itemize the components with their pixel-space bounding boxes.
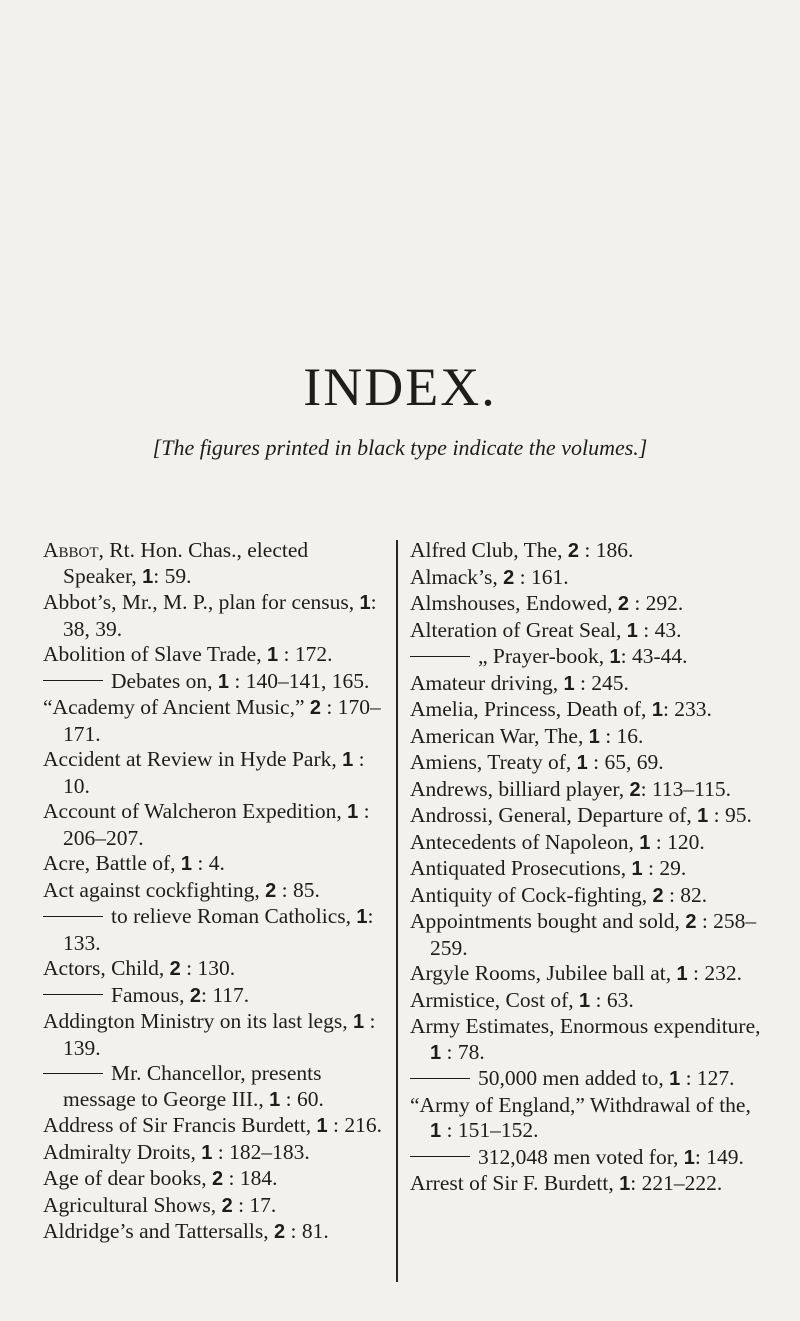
page-reference: : 182–183. [212,1139,310,1164]
page-reference: : 82. [663,882,708,907]
volume-number: 2 [503,566,515,589]
index-entry [410,538,764,565]
entry-text: Amateur driving, [410,670,564,695]
entry-text: Arrest of Sir F. Burdett, [410,1171,620,1195]
page-reference: : 4. [192,851,225,875]
entry-text: Address of Sir Francis Burdett, [43,1113,317,1137]
entry-text: Abolition of Slave Trade, [43,642,267,666]
volume-number: 2 [221,1194,233,1217]
entry-text: Agricultural Shows, [43,1192,222,1217]
index-entry [43,799,383,851]
index-entry [410,618,764,645]
page-reference: : 117. [200,982,250,1007]
index-entry [43,1061,383,1113]
entry-text: „ Prayer-book, [478,644,610,668]
volume-note: [The figures printed in black type indicate the volumes.] [152,435,648,460]
index-entry [43,1166,383,1193]
volume-number: 1 [180,853,193,875]
volume-number: 1 [683,1146,695,1169]
index-entry [410,883,764,910]
ditto-dash [410,656,470,657]
entry-lead-word: Abbot [43,538,99,562]
entry-text: 50,000 men added to, [478,1066,670,1090]
entry-text: Account of Walcheron Expedition, [43,799,348,823]
volume-number: 1 [356,906,368,928]
page-reference: : 130. [180,956,236,980]
page-title: INDEX. [303,357,497,417]
entry-text: Mr. Chancellor, presents message to George III., [63,1061,322,1111]
index-entry [410,961,764,988]
index-entry [410,856,764,883]
index-entry [410,803,764,830]
page-reference: : 133. [63,904,374,955]
index-entry [410,644,764,671]
index-entry [43,983,383,1010]
entry-text: Actors, Child, [43,956,170,980]
entry-text: Androssi, General, Departure of, [410,803,698,827]
entry-text: Antiquity of Cock-fighting, [410,882,653,907]
entry-text: Famous, [111,982,190,1007]
volume-number: 1 [217,670,229,693]
page-reference: : 85. [276,877,320,902]
entry-text: Almack’s, [410,564,504,589]
ditto-dash [410,1078,470,1079]
index-entry [43,1193,383,1220]
entry-text: Antecedents of Napoleon, [410,829,640,854]
volume-number: 1 [697,805,709,827]
page-reference: : 127. [680,1066,735,1090]
page-reference: : 59. [153,563,192,588]
page-reference: : 81. [285,1219,329,1243]
volume-number: 2 [629,778,641,801]
entry-text: Argyle Rooms, Jubilee ball at, [410,961,677,985]
index-entry [43,538,383,590]
volume-number: 1 [619,1173,631,1195]
volume-number: 1 [352,1011,365,1033]
volume-number: 2 [309,697,321,719]
index-entry [43,590,383,642]
page-reference: : 139. [63,1009,376,1060]
volume-number: 2 [685,911,697,933]
index-entry [410,750,764,777]
entry-text: Addington Ministry on its last legs, [43,1009,353,1033]
page-reference: : 43-44. [620,644,688,668]
entry-text: Alteration of Great Seal, [410,617,627,642]
page-reference: : 172. [278,642,333,666]
volume-number: 2 [617,593,629,615]
entry-text: , Rt. Hon. Chas., elected Speaker, [63,538,309,588]
page-reference: : 292. [628,591,684,615]
volume-number: 1 [269,1088,281,1111]
entry-text: Andrews, billiard player, [410,776,630,801]
entry-text: Debates on, [111,668,218,693]
entry-text: Amelia, Princess, Death of, [410,697,652,721]
entry-text: Army Estimates, Enormous expenditure, [410,1014,761,1038]
index-entry [410,697,764,724]
page-reference: : 184. [223,1166,278,1190]
entry-text: to relieve Roman Catholics, [111,904,357,928]
page-reference: : 120. [650,829,705,854]
volume-number: 1 [142,565,154,588]
page-reference: : 113–115. [640,776,731,801]
page-reference: : 65, 69. [587,750,664,774]
index-entry [43,956,383,983]
page-reference: : 161. [514,564,569,589]
entry-text: Act against cockfighting, [43,877,266,902]
index-entry [410,1093,764,1145]
ditto-dash [43,1073,103,1074]
entry-text: Admiralty Droits, [43,1139,202,1164]
volume-number: 1 [639,831,651,854]
ditto-dash [43,916,103,917]
volume-number: 1 [430,1041,442,1064]
volume-number: 1 [588,725,600,748]
page-reference: : 78. [441,1039,485,1064]
volume-number: 1 [347,801,359,823]
index-entry [43,669,383,696]
index-entry [410,1066,764,1093]
entry-text: Amiens, Treaty of, [410,750,577,774]
ditto-dash [43,680,103,681]
entry-text: Abbot’s, Mr., M. P., plan for census, [43,590,360,614]
page-reference: : 38, 39. [63,590,377,641]
index-entry [410,591,764,618]
entry-text: “Army of England,” Withdrawal of the, [410,1092,751,1117]
ditto-dash [410,1156,470,1157]
index-entry [43,747,383,799]
index-entry [410,1145,764,1172]
entry-text: Alfred Club, The, [410,538,568,562]
index-entry [410,1014,764,1066]
page-reference: : 140–141, 165. [229,668,370,693]
page-reference: : 206–207. [63,799,370,850]
volume-number: 2 [273,1221,286,1243]
volume-number: 1 [316,1115,328,1137]
page-reference: : 95. [708,803,752,827]
index-entry [43,695,383,747]
page-reference: : 245. [574,670,629,695]
page-reference: : 151–152. [441,1118,539,1142]
index-entry [43,1140,383,1167]
index-entry [410,830,764,857]
index-column-right [410,538,764,1198]
volume-number: 1 [430,1120,442,1142]
index-entry [410,988,764,1015]
entry-text: American War, The, [410,723,589,748]
page-reference: : 232. [687,961,743,985]
page-reference: : 233. [662,697,712,721]
volume-number: 1 [359,592,371,614]
page-reference: : 258–259. [430,909,757,960]
index-entry [43,851,383,878]
entry-text: Appointments bought and sold, [410,909,686,933]
page-reference: : 60. [280,1086,324,1111]
index-entry [43,1113,383,1140]
volume-number: 1 [669,1068,681,1090]
volume-number: 1 [579,989,591,1012]
page-reference: : 186. [578,538,634,562]
entry-text: Age of dear books, [43,1166,212,1190]
entry-text: 312,048 men voted for, [478,1144,684,1169]
volume-number: 1 [631,858,643,880]
index-entry [43,1219,383,1246]
entry-text: Acre, Battle of, [43,851,181,875]
index-entry [410,1171,764,1198]
volume-number: 1 [563,672,575,695]
page-reference: : 63. [590,987,634,1012]
page-reference: : 216. [327,1113,382,1137]
volume-number: 1 [266,644,279,666]
index-entry [410,777,764,804]
entry-text: Accident at Review in Hyde Park, [43,747,343,771]
ditto-dash [43,994,103,995]
index-entry [43,878,383,905]
page-reference: : 149. [694,1144,744,1169]
volume-number: 2 [652,884,664,907]
volume-number: 2 [189,984,201,1007]
index-column-left [43,538,383,1246]
page-reference: : 221–222. [630,1171,723,1195]
page-reference: : 29. [642,856,687,880]
page-reference: : 170–171. [63,695,381,746]
index-entry [43,642,383,669]
index-entry [410,671,764,698]
entry-text: Antiquated Prosecutions, [410,856,632,880]
index-entry [43,1009,383,1061]
page-reference: : 16. [599,723,644,748]
volume-number: 1 [651,699,663,721]
column-divider [396,540,398,1282]
entry-text: “Academy of Ancient Music,” [43,695,310,719]
page-reference: : 10. [63,747,365,798]
index-entry [410,724,764,751]
volume-number: 1 [676,963,688,985]
index-entry [43,904,383,956]
page-reference: : 17. [232,1192,277,1217]
volume-number: 2 [169,958,181,980]
volume-number: 1 [342,749,354,771]
volume-number: 1 [626,619,638,642]
volume-number: 1 [576,752,588,774]
entry-text: Almshouses, Endowed, [410,591,618,615]
volume-number: 2 [211,1168,224,1190]
volume-number: 2 [265,879,277,902]
page-reference: : 43. [637,617,682,642]
index-entry [410,909,764,961]
entry-text: Armistice, Cost of, [410,987,579,1012]
index-entry [410,565,764,592]
volume-number: 1 [609,646,621,668]
volume-number: 2 [567,540,579,562]
entry-text: Aldridge’s and Tattersalls, [43,1219,274,1243]
volume-number: 1 [201,1141,213,1164]
